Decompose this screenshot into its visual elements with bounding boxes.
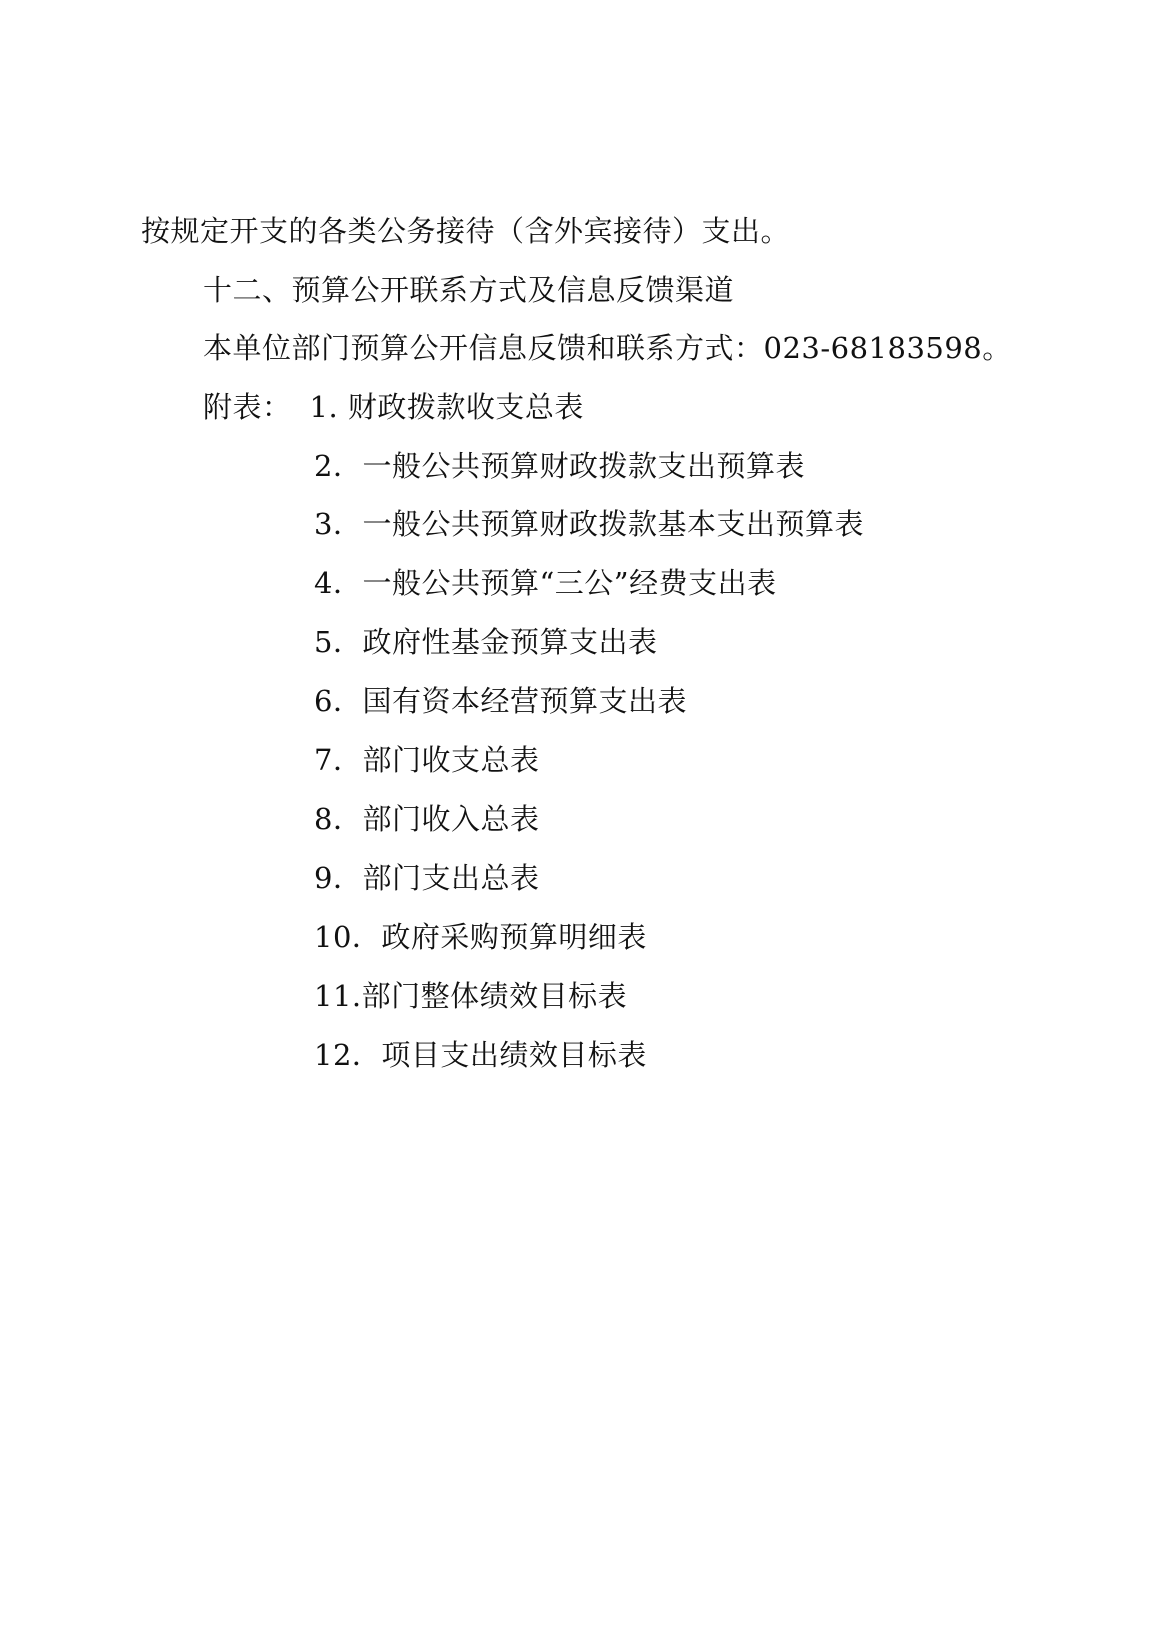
section-heading-contact: 十二、预算公开联系方式及信息反馈渠道 — [203, 273, 735, 307]
attachment-item: 10．政府采购预算明细表 — [314, 920, 647, 954]
paragraph-contact-info: 本单位部门预算公开信息反馈和联系方式：023-68183598。 — [203, 331, 1012, 365]
attachment-item: 9．部门支出总表 — [314, 861, 540, 895]
attachment-item: 2．一般公共预算财政拨款支出预算表 — [314, 449, 805, 483]
attachment-item: 6．国有资本经营预算支出表 — [314, 684, 687, 718]
attachment-item: 4．一般公共预算“三公”经费支出表 — [314, 566, 777, 600]
attachment-item: 7．部门收支总表 — [314, 743, 540, 777]
attachment-item: 8．部门收入总表 — [314, 802, 540, 836]
attachments-label-line — [203, 387, 584, 427]
attachment-item: 5．政府性基金预算支出表 — [314, 625, 658, 659]
attachments-label: 附表： — [203, 390, 292, 424]
attachment-item: 11.部门整体绩效目标表 — [314, 979, 628, 1013]
paragraph-reception-expense: 按规定开支的各类公务接待（含外宾接待）支出。 — [141, 214, 791, 248]
attachment-item: 12．项目支出绩效目标表 — [314, 1038, 647, 1072]
attachment-item: 3．一般公共预算财政拨款基本支出预算表 — [314, 507, 864, 541]
attachment-item: 1. 财政拨款收支总表 — [309, 390, 584, 424]
